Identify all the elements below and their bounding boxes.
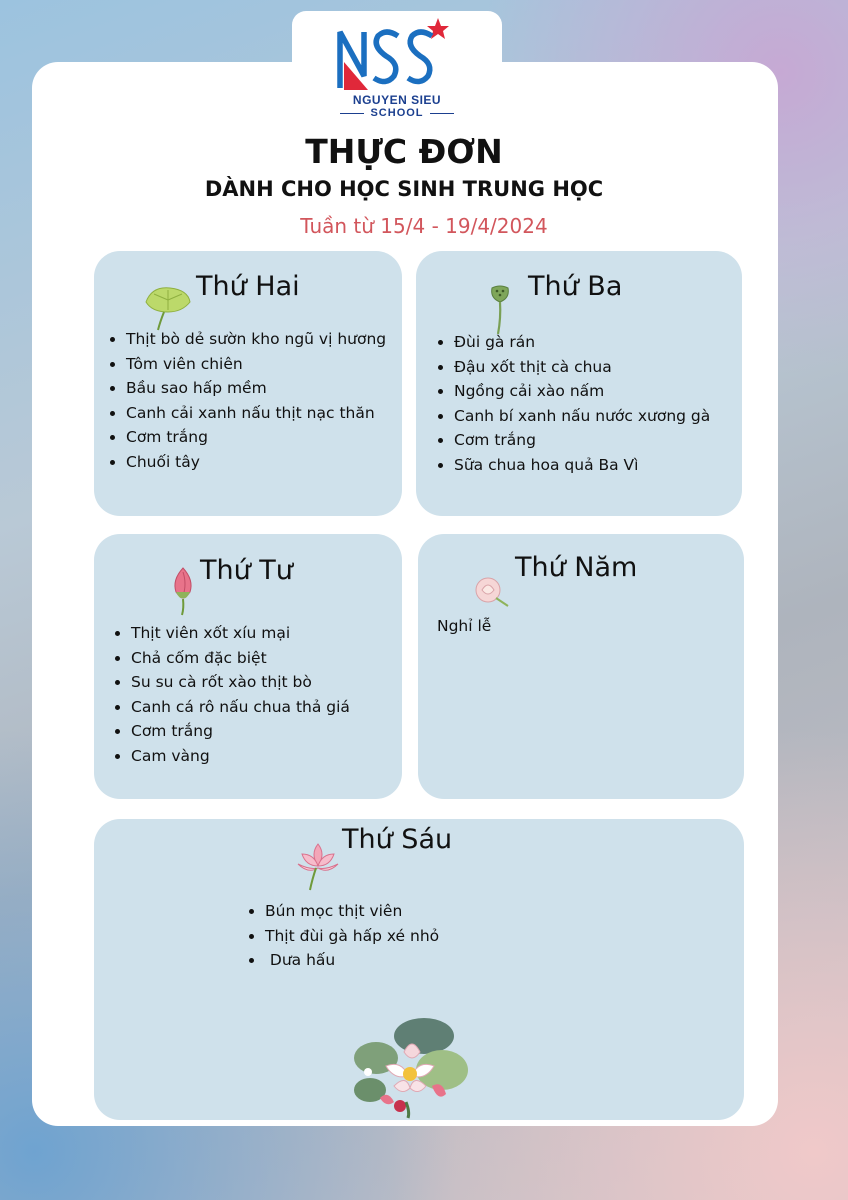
list-item: • Canh bí xanh nấu nước xương gà xyxy=(454,404,710,429)
list-item: • Đậu xốt thịt cà chua xyxy=(454,355,710,380)
lotus-bud-icon xyxy=(168,566,198,616)
list-item: • Thịt viên xốt xíu mại xyxy=(131,621,350,646)
day-title-friday: Thứ Sáu xyxy=(342,824,453,855)
list-item: • Cơm trắng xyxy=(131,719,350,744)
list-item: • Sữa chua hoa quả Ba Vì xyxy=(454,453,710,478)
school-sub: SCHOOL xyxy=(300,107,494,119)
school-name: NGUYEN SIEU xyxy=(352,93,442,107)
week-range: Tuần từ 15/4 - 19/4/2024 xyxy=(300,214,548,238)
page-title: THỰC ĐƠN xyxy=(305,132,503,171)
list-item: • Chả cốm đặc biệt xyxy=(131,646,350,671)
lotus-flower-icon xyxy=(296,840,340,892)
list-item: • Đùi gà rán xyxy=(454,330,710,355)
list-item: • Canh cá rô nấu chua thả giá xyxy=(131,695,350,720)
list-item: • Ngồng cải xào nấm xyxy=(454,379,710,404)
list-item: • Cơm trắng xyxy=(454,428,710,453)
list-item: • Canh cải xanh nấu thịt nạc thăn xyxy=(126,401,386,426)
menu-list-tuesday xyxy=(434,330,710,478)
list-item: • Dưa hấu xyxy=(265,948,439,973)
list-item: • Bầu sao hấp mềm xyxy=(126,376,386,401)
lotus-seedpod-icon xyxy=(488,284,512,336)
lotus-bouquet-icon xyxy=(346,1014,474,1120)
list-item: • Cam vàng xyxy=(131,744,350,769)
menu-list-wednesday xyxy=(111,621,350,769)
list-item: • Su su cà rốt xào thịt bò xyxy=(131,670,350,695)
day-title-monday: Thứ Hai xyxy=(196,271,300,302)
menu-list-monday xyxy=(106,327,386,475)
school-logo xyxy=(334,18,464,94)
day-title-tuesday: Thứ Ba xyxy=(528,271,623,302)
lotus-leaf-icon xyxy=(142,282,194,332)
list-item: • Cơm trắng xyxy=(126,425,386,450)
day-title-wednesday: Thứ Tư xyxy=(200,555,293,586)
list-item: • Tôm viên chiên xyxy=(126,352,386,377)
list-item: • Chuối tây xyxy=(126,450,386,475)
holiday-note: Nghỉ lễ xyxy=(437,617,492,635)
page-subtitle: DÀNH CHO HỌC SINH TRUNG HỌC xyxy=(204,177,604,201)
list-item: • Thịt bò dẻ sườn kho ngũ vị hương xyxy=(126,327,386,352)
list-item: • Bún mọc thịt viên xyxy=(265,899,439,924)
list-item: • Thịt đùi gà hấp xé nhỏ xyxy=(265,924,439,949)
day-title-thursday: Thứ Năm xyxy=(515,552,638,583)
menu-list-friday xyxy=(245,899,439,973)
lotus-blossom-icon xyxy=(472,574,510,608)
